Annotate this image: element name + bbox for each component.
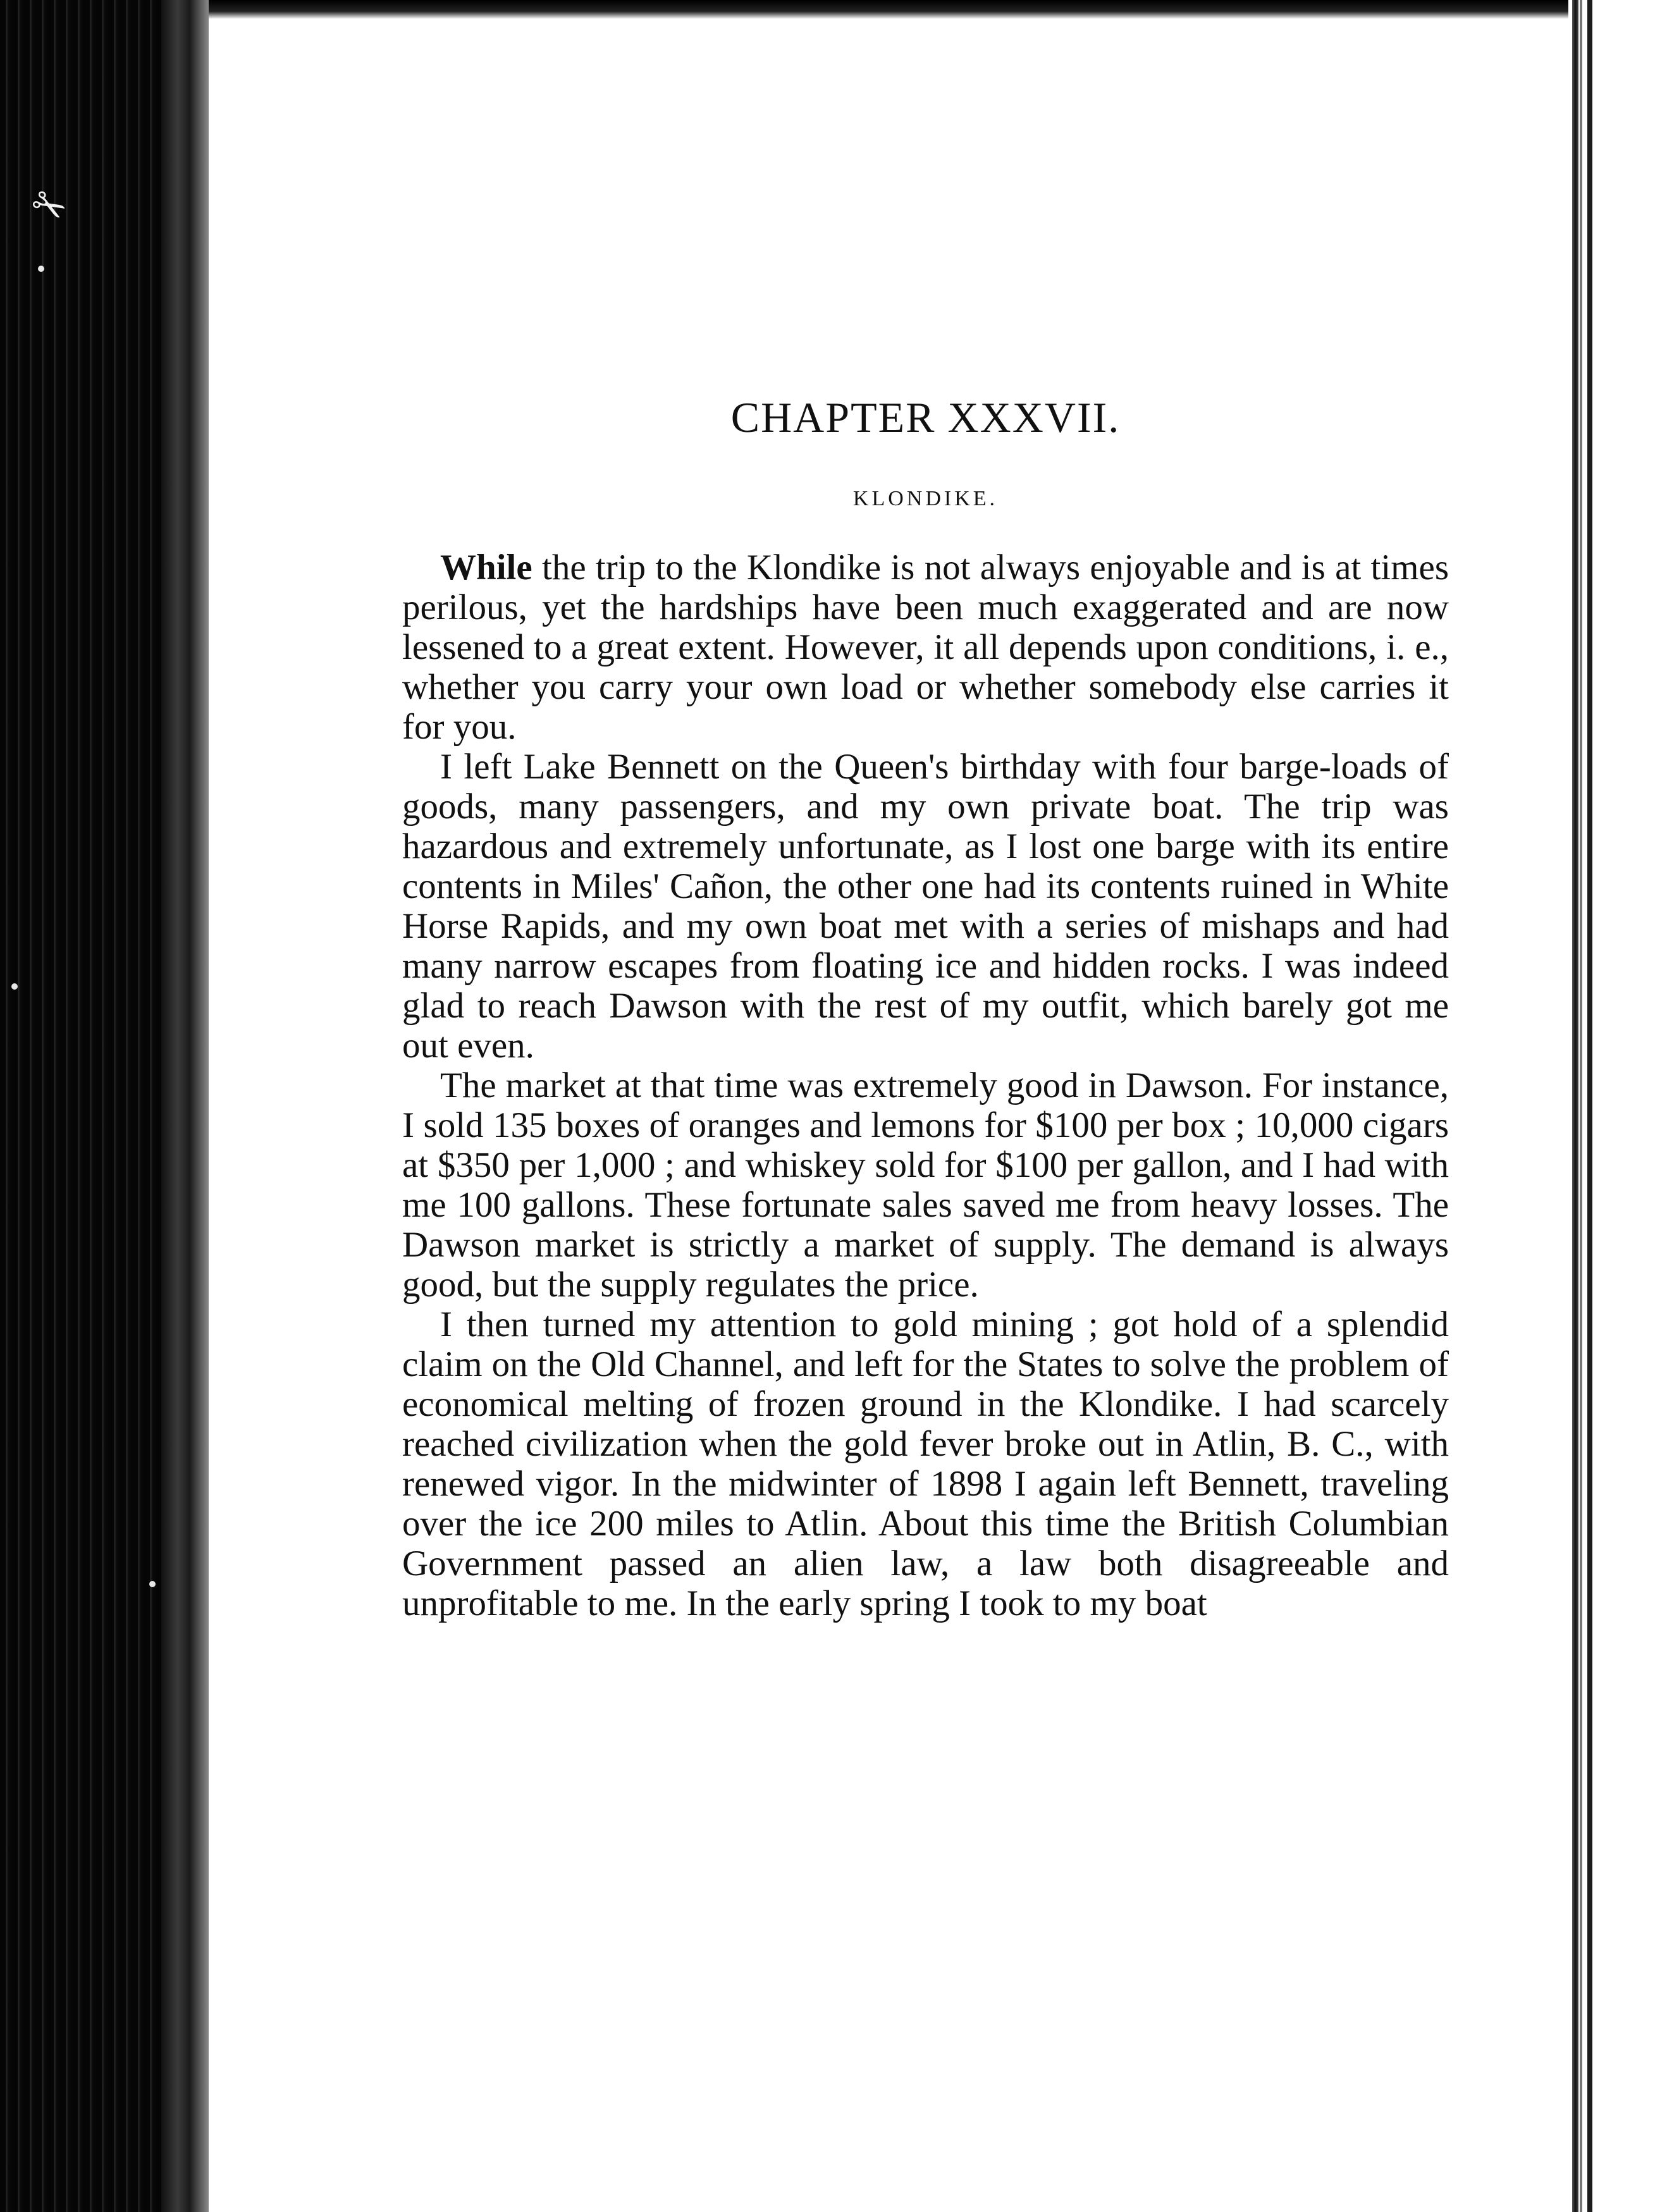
paragraph-text: I then turned my attention to gold mining ; got hold of a splendid claim on the Old Channel, and left for the States to solve the problem of economical melting of frozen ground in the Klondike. I had scarcely reached civilization when the gold fever broke out in Atlin, B. C., with renewed vigor. In the midwinter of 1898 I again left Bennett, traveling over the ice 200 miles to Atlin. About this time the British Columbian Government passed an alien law, a law both disagreeable and unprofitable to me. In the early spring I took to my boat [402, 1304, 1449, 1623]
chapter-title: CHAPTER XXXVII. [730, 393, 1121, 441]
paragraph-lead-word: While [440, 547, 532, 587]
page-top-edge [209, 0, 1568, 19]
paragraph [402, 1305, 1449, 1623]
page-edge-right [1572, 0, 1578, 2212]
page-edge-left [161, 0, 209, 2212]
scan-artifact-mark: ✂ [22, 178, 75, 236]
scan-artifact-dot [149, 1581, 156, 1587]
scan-border-right [1568, 0, 1667, 2212]
paragraph [402, 548, 1449, 747]
page-edge-right-line [1587, 0, 1592, 2212]
scan-artifact-dot [38, 266, 44, 272]
paragraph-text: the trip to the Klondike is not always enjoyable and is at times perilous, yet the hardships have been much exaggerated and are now lessened to a great extent. However, it all depends upon conditions, i. e., whether you carry your own load or whether somebody else carries it for you. [402, 547, 1449, 747]
page-edge-right-line [1580, 0, 1582, 2212]
paragraph-text: The market at that time was extremely good in Dawson. For instance, I sold 135 boxes of oranges and lemons for $100 per box ; 10,000 cigars at $350 per 1,000 ; and whiskey sold for $100 per gallon, and I had with me 100 gallons. These fortunate sales saved me from heavy losses. The Dawson market is strictly a market of supply. The demand is always good, but the supply regulates the price. [402, 1065, 1449, 1305]
paragraph [402, 747, 1449, 1066]
scan-artifact-dot [11, 983, 18, 990]
paragraph [402, 1066, 1449, 1305]
section-title: KLONDIKE. [852, 486, 999, 510]
paragraph-text: I left Lake Bennett on the Queen's birthday with four barge-loads of goods, many passengers, and my own private boat. The trip was hazardous and extremely unfortunate, as I lost one barge with its entire contents in Miles' Cañon, the other one had its contents ruined in White Horse Rapids, and my own boat met with a series of mishaps and had many narrow escapes from floating ice and hidden rocks. I was indeed glad to reach Dawson with the rest of my outfit, which barely got me out even. [402, 746, 1449, 1066]
page-content [402, 392, 1449, 1623]
